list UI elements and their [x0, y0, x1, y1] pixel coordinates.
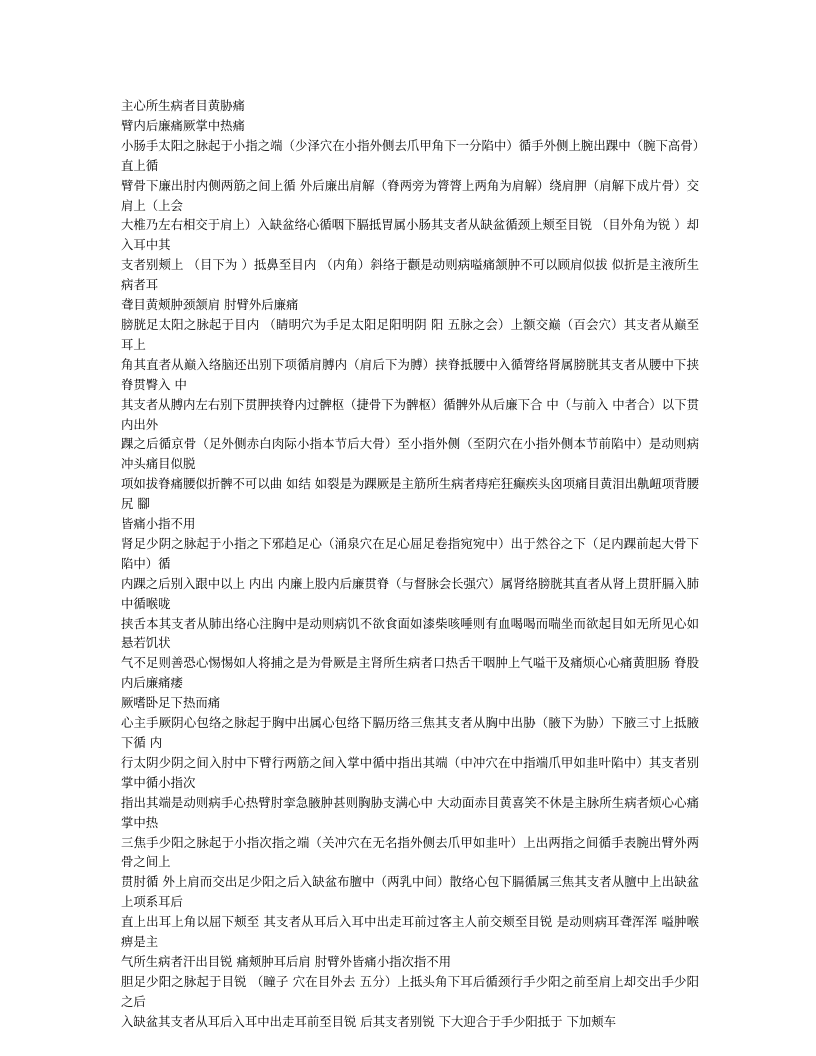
text-line: 主心所生病者目黄胁痛 — [121, 98, 245, 113]
document-body — [121, 96, 699, 1032]
text-line: 臂骨下廉出肘内侧两筋之间上循 外后廉出肩解（脊两旁为膂膂上两角为肩解）绕肩胛（肩解下成片骨）交肩上（上会 — [121, 177, 699, 213]
text-line: 厥嗜卧足下热而痛 — [121, 695, 221, 711]
text-line: 心主手厥阴心包络之脉起于胸中出属心包络下膈历络三焦其支者从胸中出胁（腋下为胁）下腋三寸上抵腋下循 内 — [121, 715, 699, 750]
text-line: 小肠手太阳之脉起于小指之端（少泽穴在小指外侧去爪甲角下一分陷中）循手外侧上腕出踝中（腕下高骨）直上循 — [121, 137, 699, 173]
text-line: 臂内后廉痛厥掌中热痛 — [121, 117, 245, 133]
text-line: 其支者从膊内左右别下贯胛挟脊内过髀枢（捷骨下为髀枢）循髀外从后廉下合 中（与前入 中者合）以下贯 内出外 — [121, 396, 699, 432]
text-line: 聋目黄颊肿颈颔肩 肘臂外后廉痛 — [121, 297, 299, 313]
text-line: 踝之后循京骨（足外侧赤白肉际小指本节后大骨）至小指外侧（至阴穴在小指外侧本节前陷中）是动则病冲头痛目似脱 — [121, 436, 699, 472]
text-line: 直上出耳上角以屈下颊至 其支者从耳后入耳中出走耳前过客主人前交颊至目锐 是动则病耳聋浑浑 嗌肿喉痹是主 — [121, 914, 699, 950]
text-line: 指出其端是动则病手心热臂肘挛急腋肿甚则胸胁支满心中 大动面赤目黄喜笑不休是主脉所生病者烦心心痛掌中热 — [121, 794, 699, 830]
text-line: 入缺盆其支者从耳后入耳中出走耳前至目锐 后其支者别锐 下大迎合于手少阳抵于 下加颊车 — [121, 1013, 617, 1029]
text-line: 贯肘循 外上肩而交出足少阳之后入缺盆布膻中（两乳中间）散络心包下膈循属三焦其支者从膻中上出缺盆上项系耳后 — [121, 874, 699, 910]
text-line: 角其直者从巅入络脑还出别下项循肩膊内（肩后下为膊）挟脊抵腰中入循膂络肾属膀胱其支者从腰中下挟脊贯臀入 中 — [121, 356, 699, 392]
text-line: 气不足则善恐心惕惕如人将捕之是为骨厥是主肾所生病者口热舌干咽肿上气嗌干及痛烦心心痛黄胆肠 脊股内后廉痛痿 — [121, 655, 699, 691]
text-line: 肾足少阴之脉起于小指之下邪趋足心（涌泉穴在足心屈足卷指宛宛中）出于然谷之下（足内踝前起大骨下陷中）循 — [121, 535, 699, 571]
text-line: 支者别颊上 （目下为 ）抵鼻至目内 （内角）斜络于颧是动则病嗌痛颔肿不可以顾肩似拔 似折是主液所生病者耳 — [121, 257, 699, 293]
text-line: 行太阴少阴之间入肘中下臂行两筋之间入掌中循中指出其端（中冲穴在中指端爪甲如韭叶陷中）其支者别掌中循小指次 — [121, 754, 699, 790]
text-line: 项如拔脊痛腰似折髀不可以曲 如结 如裂是为踝厥是主筋所生病者痔疟狂癫疾头囟项痛目黄泪出鼽衄项背腰尻 腳 — [121, 476, 699, 512]
text-line: 内踝之后别入跟中以上 内出 内廉上股内后廉贯脊（与督脉会长强穴）属肾络膀胱其直者从肾上贯肝膈入肺中循喉咙 — [121, 575, 699, 611]
text-line: 大椎乃左右相交于肩上）入缺盆络心循咽下膈抵胃属小肠其支者从缺盆循颈上颊至目锐 （目外角为锐 ）却入耳中其 — [121, 217, 699, 253]
text-line: 胆足少阳之脉起于目锐 （瞳子 穴在目外去 五分）上抵头角下耳后循颈行手少阳之前至肩上却交出手少阳之后 — [121, 973, 699, 1009]
text-line: 三焦手少阳之脉起于小指次指之端（关冲穴在无名指外侧去爪甲如韭叶）上出两指之间循手表腕出臂外两骨之间上 — [121, 834, 699, 870]
text-line: 皆痛小指不用 — [121, 516, 196, 532]
text-line: 挟舌本其支者从肺出络心注胸中是动则病饥不欲食面如漆柴咳唾则有血喝喝而喘坐而欲起目如无所见心如悬若饥状 — [121, 615, 699, 651]
text-line: 膀胱足太阳之脉起于目内 （睛明穴为手足太阳足阳明阴 阳 五脉之会）上额交巅（百会穴）其支者从巅至耳上 — [121, 316, 699, 352]
text-line: 气所生病者汗出目锐 痛颊肿耳后肩 肘臂外皆痛小指次指不用 — [121, 953, 452, 969]
